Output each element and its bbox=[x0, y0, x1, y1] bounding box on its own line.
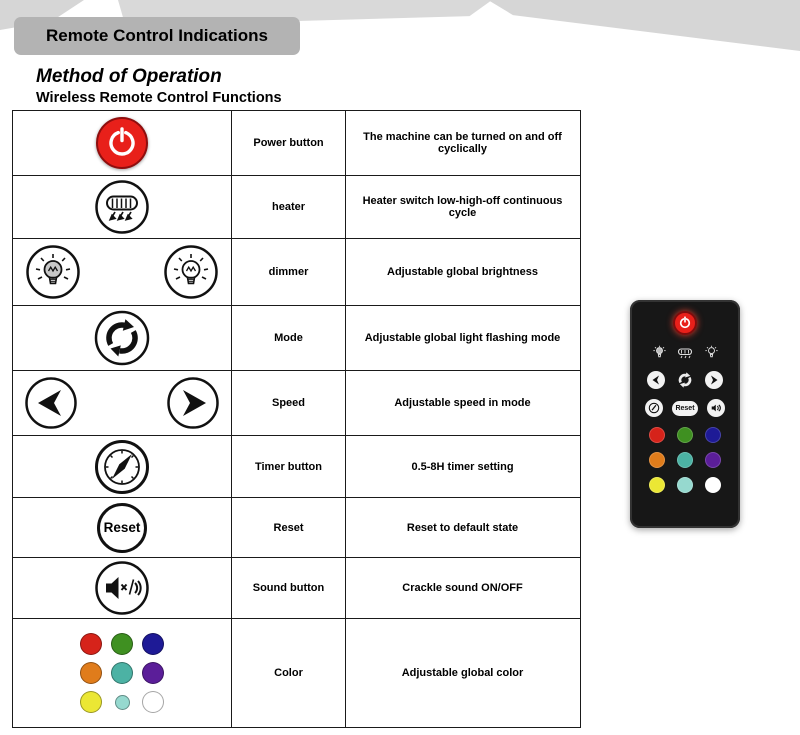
color-grid bbox=[80, 633, 164, 713]
remote-speed-left-button bbox=[647, 371, 665, 389]
power-glyph bbox=[678, 316, 692, 330]
color-dot-purple bbox=[142, 662, 164, 684]
icon-cell bbox=[13, 371, 231, 435]
color-dot-red bbox=[80, 633, 102, 655]
row-description: Adjustable global brightness bbox=[345, 239, 579, 305]
remote-row-functions bbox=[645, 399, 725, 417]
remote-color-orange bbox=[649, 452, 665, 468]
remote-color-blue bbox=[705, 427, 721, 443]
row-description: Adjustable global light flashing mode bbox=[345, 306, 579, 370]
icon-cell bbox=[13, 619, 231, 727]
table-row bbox=[13, 558, 580, 619]
remote-sound-button bbox=[707, 399, 725, 417]
icon-cell bbox=[13, 176, 231, 238]
row-label: heater bbox=[231, 176, 345, 238]
remote-color-purple bbox=[705, 452, 721, 468]
row-label: Color bbox=[231, 619, 345, 727]
color-dot-lightteal bbox=[115, 695, 130, 710]
dimmer-high-icon bbox=[163, 244, 219, 300]
remote-dimmer-low-icon bbox=[651, 344, 668, 361]
remote-heater-icon bbox=[677, 344, 694, 361]
remote-color-buttons bbox=[649, 427, 721, 493]
remote-dimmer-high-icon bbox=[703, 344, 720, 361]
icon-cell bbox=[13, 111, 231, 175]
remote-color-red bbox=[649, 427, 665, 443]
speed-right-icon bbox=[167, 377, 219, 429]
row-description: The machine can be turned on and off cyclically bbox=[345, 111, 579, 175]
icon-cell bbox=[13, 306, 231, 370]
method-of-operation-heading: Method of Operation bbox=[36, 66, 222, 87]
color-dot-blue bbox=[142, 633, 164, 655]
icon-cell bbox=[13, 498, 231, 557]
row-description: 0.5-8H timer setting bbox=[345, 436, 579, 497]
table-row bbox=[13, 111, 580, 176]
color-dot-yellow bbox=[80, 691, 102, 713]
power-glyph bbox=[104, 125, 140, 161]
row-label: Speed bbox=[231, 371, 345, 435]
row-label: dimmer bbox=[231, 239, 345, 305]
remote-speed-right-button bbox=[705, 371, 723, 389]
timer-icon bbox=[94, 439, 150, 495]
remote-color-green bbox=[677, 427, 693, 443]
icon-cell bbox=[13, 239, 231, 305]
remote-mode-button bbox=[674, 369, 696, 391]
remote-row-nav bbox=[647, 369, 723, 391]
remote-color-lightteal bbox=[677, 477, 693, 493]
row-description: Reset to default state bbox=[345, 498, 579, 557]
page-banner bbox=[14, 17, 300, 55]
functions-table bbox=[12, 110, 581, 728]
remote-reset-button bbox=[672, 401, 698, 416]
row-label: Mode bbox=[231, 306, 345, 370]
remote-color-teal bbox=[677, 452, 693, 468]
sound-icon bbox=[94, 560, 150, 616]
row-label: Reset bbox=[231, 498, 345, 557]
color-dot-orange bbox=[80, 662, 102, 684]
remote-reset-label: Reset bbox=[675, 404, 695, 412]
row-label: Timer button bbox=[231, 436, 345, 497]
table-row bbox=[13, 371, 580, 436]
remote-timer-button bbox=[645, 399, 663, 417]
power-icon bbox=[96, 117, 148, 169]
row-description: Heater switch low-high-off continuous cycle bbox=[345, 176, 579, 238]
remote-power-button bbox=[673, 311, 697, 335]
remote-row-lights bbox=[651, 344, 720, 361]
color-dot-white bbox=[142, 691, 164, 713]
row-description: Crackle sound ON/OFF bbox=[345, 558, 579, 618]
table-row bbox=[13, 306, 580, 371]
table-row bbox=[13, 498, 580, 558]
banner-title: Remote Control Indications bbox=[46, 26, 268, 45]
reset-icon bbox=[97, 503, 147, 553]
heater-icon bbox=[94, 179, 150, 235]
dimmer-low-icon bbox=[25, 244, 81, 300]
background-shape bbox=[488, 0, 800, 58]
table-row bbox=[13, 619, 580, 727]
row-label: Sound button bbox=[231, 558, 345, 618]
color-dot-green bbox=[111, 633, 133, 655]
icon-cell bbox=[13, 558, 231, 618]
table-row bbox=[13, 176, 580, 239]
remote-color-yellow bbox=[649, 477, 665, 493]
mode-icon bbox=[93, 309, 151, 367]
icon-cell bbox=[13, 436, 231, 497]
row-description: Adjustable global color bbox=[345, 619, 579, 727]
row-description: Adjustable speed in mode bbox=[345, 371, 579, 435]
reset-icon-text: Reset bbox=[103, 520, 141, 535]
table-row bbox=[13, 436, 580, 498]
speed-left-icon bbox=[25, 377, 77, 429]
remote-control-image bbox=[630, 300, 740, 528]
wireless-functions-subheading: Wireless Remote Control Functions bbox=[36, 90, 282, 106]
color-dot-teal bbox=[111, 662, 133, 684]
row-label: Power button bbox=[231, 111, 345, 175]
table-row bbox=[13, 239, 580, 306]
remote-color-white bbox=[705, 477, 721, 493]
